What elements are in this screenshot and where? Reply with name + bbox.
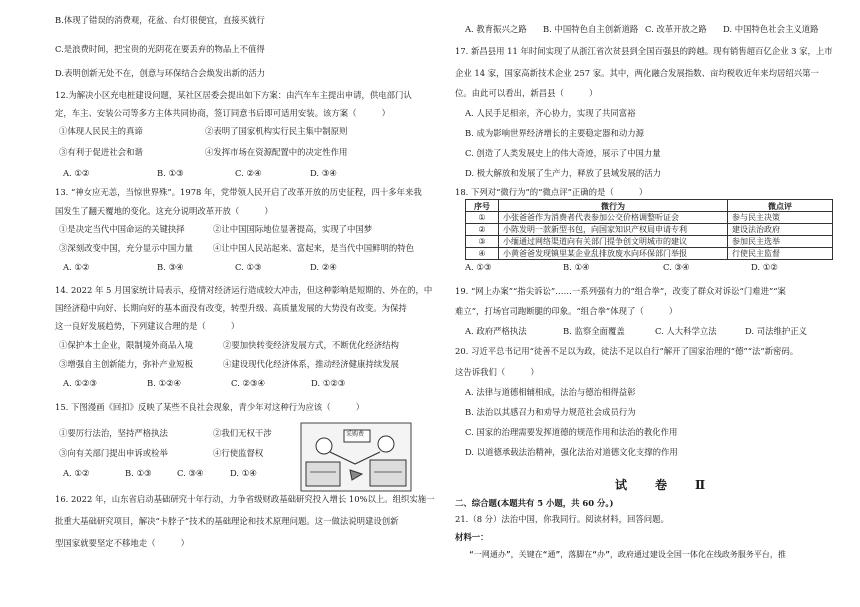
q12-statement-3: ③有利于促进社会和谐 [59, 147, 143, 157]
q17-stem: 17. 新昌县用 11 年时间实现了从浙江省次贫县到全国百强县的跨越。现有销售超百亿企业 3 家，上市 [455, 46, 833, 56]
header-micro-comment: 微点评 [728, 200, 833, 212]
q14-statement-3: ③增强自主创新能力，弥补产业短板 [59, 359, 193, 369]
q19-option-b: B. 监察全面覆盖 [563, 326, 625, 336]
q17-option-c: C. 创造了人类发展史上的伟大奇迹，展示了中国力量 [465, 148, 661, 158]
row-action: 小陈发明一款新型书包，向国家知识产权局申请专利 [499, 224, 728, 236]
q14-statement-2: ②要加快转变经济发展方式，不断优化经济结构 [223, 340, 399, 350]
q16-stem: 16. 2022 年，山东省启动基础研究十年行动，力争省级财政基础研究投入增长 10%以上。组织实施一 [55, 494, 435, 504]
q20-option-a: A. 法律与道德相辅相成，法治与德治相得益彰 [465, 387, 636, 397]
q15-option-d: D. ①④ [230, 468, 257, 478]
q16-option-c: C. 改革开放之路 [645, 24, 707, 34]
q19-stem-2: 难立”，打场官司跑断腿的印象。“组合拳”体现了（ ） [455, 306, 678, 316]
q13-statement-2: ②让中国国际地位显著提高，实现了中国梦 [213, 224, 373, 234]
q12-statement-1: ①体现人民民主的真谛 [59, 126, 143, 136]
q12-stem: 12.为解决小区充电桩建设问题，某社区居委会提出如下方案：由汽车车主提出申请，供电部门认 [55, 90, 412, 100]
material-one-text: “一网通办”，关键在“通”，落脚在“办”，政府通过建设全国一体化在线政务服务平台，推 [469, 550, 786, 559]
q12-statement-4: ④发挥市场在资源配置中的决定性作用 [205, 147, 348, 157]
q17-option-b: B. 成为影响世界经济增长的主要稳定器和动力源 [465, 128, 644, 138]
q12-option-a: A. ①② [63, 168, 90, 178]
q15-option-a: A. ①② [63, 468, 90, 478]
row-action: 小黄爸爸发现镇里某企业乱排放废水向环保部门举报 [499, 248, 728, 260]
row-comment: 参加民主选举 [728, 236, 833, 248]
q16-option-d: D. 中国特色社会主义道路 [723, 24, 819, 34]
kickback-cartoon [300, 422, 412, 492]
row-index: ④ [466, 248, 499, 260]
table-header-row [466, 200, 833, 212]
q17-stem-3: 位。由此可以看出，新昌县（ ） [455, 88, 598, 98]
q21-stem: 21.（8 分）法治中国，你我同行。阅读材料，回答问题。 [455, 514, 669, 524]
q14-option-c: C. ②③④ [231, 378, 265, 388]
q15-statement-4: ④行使监督权 [213, 448, 264, 458]
q15-statement-3: ③向有关部门提出申诉或检举 [59, 448, 168, 458]
row-action: 小缅通过网络渠道向有关部门提争创文明城市的建议 [499, 236, 728, 248]
row-comment: 行使民主监督 [728, 248, 833, 260]
table-row [466, 224, 833, 236]
table-row [466, 248, 833, 260]
part-two-title: 试 卷 Ⅱ [615, 478, 714, 492]
header-micro-action: 微行为 [499, 200, 728, 212]
q14-stem-3: 这一良好发展趋势，下列建议合理的是（ ） [55, 321, 240, 331]
q14-option-a: A. ①②③ [63, 378, 97, 388]
q20-stem: 20. 习近平总书记用“徒善不足以为政，徒法不足以自行”解开了国家治理的“德”“法”新密码。 [455, 346, 799, 356]
table-row [466, 236, 833, 248]
q13-option-c: C. ①③ [235, 262, 262, 272]
row-comment: 参与民主决策 [728, 212, 833, 224]
q12-option-c: C. ②④ [235, 168, 262, 178]
q19-option-d: D. 司法维护正义 [745, 326, 807, 336]
header-index: 序号 [466, 200, 499, 212]
q14-stem-2: 国经济稳中向好、长期向好的基本面没有改变，转型升级、高质量发展的大势没有改变。为保持 [55, 303, 407, 313]
q12-option-b: B. ①③ [157, 168, 184, 178]
part-two-heading: 二、综合题(本题共有 5 小题，共 60 分。) [455, 498, 614, 508]
q19-stem: 19. “网上办案”“指尖诉讼”……一系列强有力的“组合拳”，改变了群众对诉讼“门难进”“案 [455, 286, 786, 296]
q20-option-b: B. 法治以其感召力和劝导力规范社会成员行为 [465, 407, 636, 417]
q13-option-d: D. ②④ [310, 262, 337, 272]
q15-option-c: C. ③④ [177, 468, 204, 478]
q17-stem-2: 企业 14 家，国家高新技术企业 257 家。其中，两化融合发展指数、亩均税收近年来均居绍兴第一 [455, 68, 819, 78]
row-action: 小张爸爸作为消费者代表参加公交价格调整听证会 [499, 212, 728, 224]
q16-stem-2: 批重大基础研究项目，解决“卡脖子”技术的基础理论和技术原理问题。这一做法说明建设创新 [55, 516, 399, 526]
q16-option-b: B. 中国特色自主创新道路 [543, 24, 639, 34]
q14-statement-4: ④建设现代化经济体系，推动经济健康持续发展 [223, 359, 399, 369]
row-index: ① [466, 212, 499, 224]
table-row [466, 212, 833, 224]
q12-stem-2: 定，车主、安装公司等多方主体共同协商，签订同意书后即可适用安装。该方案（ ） [55, 108, 390, 118]
q16-option-a: A. 教育振兴之路 [465, 24, 527, 34]
q14-option-b: B. ①②④ [147, 378, 182, 388]
q11-option-c: C.是浪费时间，把宝贵的光阴花在要丢弃的物品上不值得 [55, 44, 265, 54]
q16-stem-3: 型国家就要坚定不移地走（ ） [55, 538, 189, 548]
row-index: ③ [466, 236, 499, 248]
q13-statement-4: ④让中国人民站起来、富起来，是当代中国鲜明的特色 [213, 243, 414, 253]
q18-option-b: B. ①④ [563, 262, 590, 272]
q17-option-d: D. 极大解放和发展了生产力，释放了县域发展的活力 [465, 168, 661, 178]
q13-stem: 13. “神女应无恙，当惊世界殊”。1978 年，党带领人民开启了改革开放的历史征程，四十多年来我 [55, 187, 422, 197]
q18-option-d: D. ①② [751, 262, 778, 272]
row-comment: 建设法治政府 [728, 224, 833, 236]
q19-option-a: A. 政府严格执法 [465, 326, 527, 336]
q18-table [465, 199, 833, 260]
q18-option-a: A. ①③ [465, 262, 492, 272]
cartoon-sign-text: 采购费 [346, 431, 365, 438]
q13-statement-3: ③深刻改变中国，充分显示中国力量 [59, 243, 193, 253]
q13-stem-2: 国发生了翻天覆地的变化。这充分说明改革开放（ ） [55, 206, 273, 216]
q17-option-a: A. 人民手足相亲，齐心协力，实现了共同富裕 [465, 108, 636, 118]
q15-statement-1: ①要厉行法治，坚持严格执法 [59, 428, 168, 438]
q20-option-c: C. 国家的治理需要发挥道德的规范作用和法治的教化作用 [465, 427, 678, 437]
q19-option-c: C. 人大科学立法 [655, 326, 717, 336]
q11-option-d: D.表明创新无处不在，创意与环保结合会焕发出新的活力 [55, 68, 266, 78]
q13-option-a: A. ①② [63, 262, 90, 272]
q13-statement-1: ①是决定当代中国命运的关键抉择 [59, 224, 185, 234]
q12-statement-2: ②表明了国家机构实行民主集中制原则 [205, 126, 348, 136]
q13-option-b: B. ③④ [157, 262, 184, 272]
q14-option-d: D. ①②③ [311, 378, 346, 388]
q12-option-d: D. ③④ [310, 168, 337, 178]
q20-option-d: D. 以道德承载法治精神，强化法治对道德文化支撑的作用 [465, 447, 678, 457]
q11-option-b: B.体现了错误的消费观，花盆、台灯很便宜，直接买就行 [55, 15, 265, 25]
q18-option-c: C. ③④ [663, 262, 690, 272]
q15-stem: 15. 下图漫画《回扣》反映了某些不良社会现象，青少年对这种行为应该（ ） [55, 402, 365, 412]
q14-stem: 14. 2022 年 5 月国家统计局表示，疫情对经济运行造成较大冲击，但这种影响是短期的、外在的，中 [55, 285, 433, 295]
q15-statement-2: ②我们无权干涉 [213, 428, 272, 438]
q14-statement-1: ①保护本土企业，限制境外商品入境 [59, 340, 193, 350]
material-one-label: 材料一： [455, 532, 489, 542]
q18-stem: 18. 下列对“微行为”的“微点评”正确的是（ ） [455, 187, 648, 197]
row-index: ② [466, 224, 499, 236]
q15-option-b: B. ①③ [125, 468, 152, 478]
q20-stem-2: 这告诉我们（ ） [455, 367, 539, 377]
